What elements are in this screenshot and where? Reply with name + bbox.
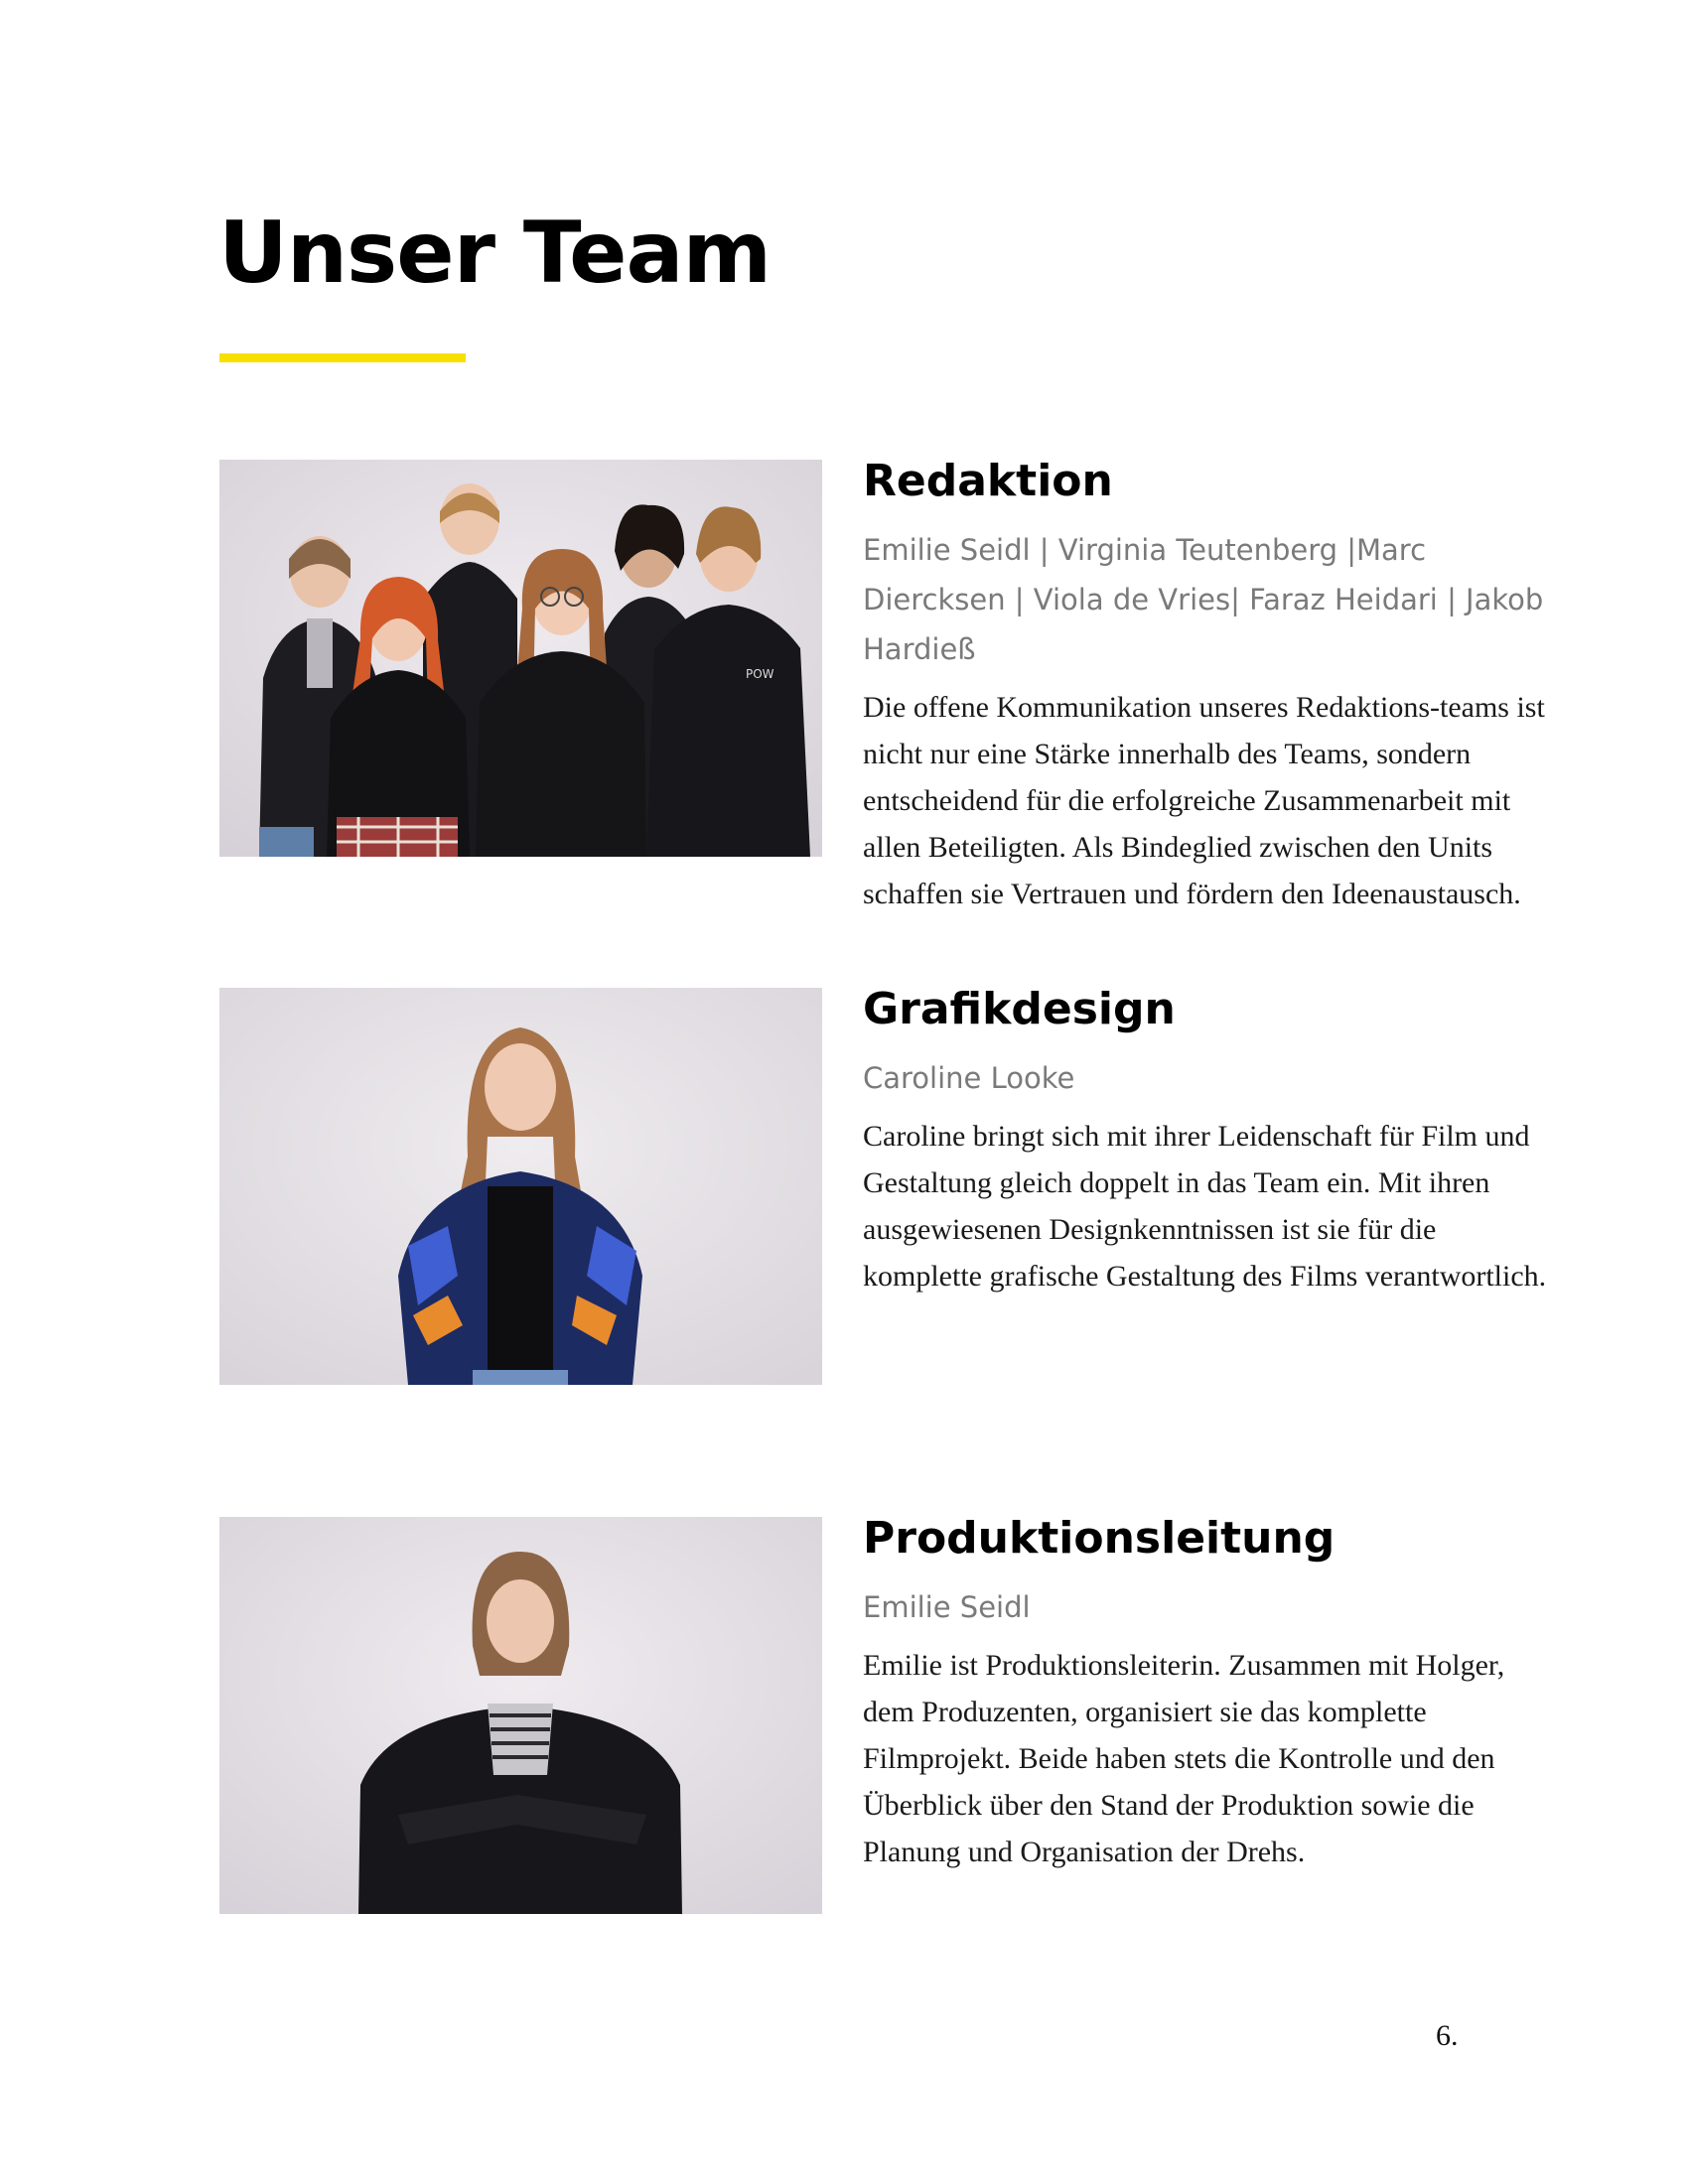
team-member-names: Emilie Seidl | Virginia Teutenberg |Marc Diercksen | Viola de Vries| Faraz Heidari | Jakob Hardieß — [863, 533, 1544, 666]
section-description: Emilie ist Produktionsleiterin. Zusammen mit Holger, dem Produzenten, organisiert sie das komplette Filmprojekt. Beide haben stets die Kontrolle und den Überblick über den Stand der Produktion sowie die Planung und Organisation der Drehs. — [863, 1649, 1505, 1868]
grafikdesign-text — [863, 984, 1558, 1299]
section-heading: Grafikdesign — [863, 984, 1176, 1034]
page-number: 6. — [1436, 2019, 1459, 2052]
team-member-names: Caroline Looke — [863, 1061, 1075, 1095]
title-underline — [219, 353, 466, 362]
svg-text:POW: POW — [746, 667, 774, 681]
grafikdesign-portrait-photo — [219, 988, 822, 1385]
section-description: Caroline bringt sich mit ihrer Leidenschaft für Film und Gestaltung gleich doppelt in das Team ein. Mit ihren ausgewiesenen Designkenntnissen ist sie für die komplette grafische Gestaltung des Films verantwortlich. — [863, 1120, 1547, 1293]
page-title: Unser Team — [218, 204, 772, 303]
section-heading: Produktionsleitung — [863, 1513, 1336, 1564]
produktionsleitung-portrait-photo — [219, 1517, 822, 1914]
redaktion-group-photo — [219, 460, 822, 857]
produktionsleitung-text — [863, 1513, 1558, 1875]
section-heading: Redaktion — [863, 456, 1113, 506]
team-member-names: Emilie Seidl — [863, 1590, 1031, 1624]
section-description: Die offene Kommunikation unseres Redaktions-teams ist nicht nur eine Stärke innerhalb des Teams, sondern entscheidend für die erfolgreiche Zusammenarbeit mit allen Beteiligten. Als Bindeglied zwischen den Units schaffen sie Vertrauen und fördern den Ideenaustausch. — [863, 691, 1545, 910]
redaktion-text — [863, 456, 1558, 917]
